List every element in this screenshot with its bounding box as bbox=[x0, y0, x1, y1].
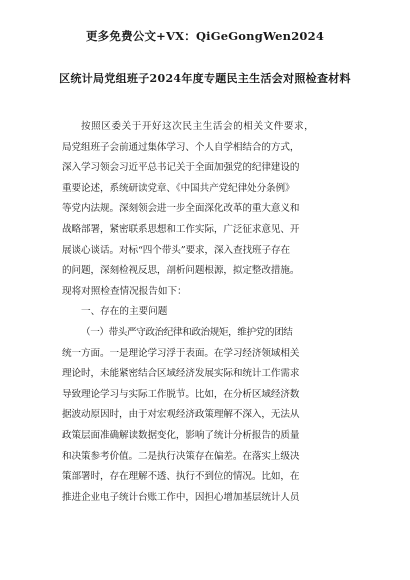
body-line: 和决策参考价值。二是执行决策存在偏差。在落实上级决 bbox=[62, 450, 300, 462]
section-heading: 一、存在的主要问题 bbox=[81, 306, 168, 318]
document-title: 区统计局党组班子2024年度专题民主生活会对照检查材料 bbox=[59, 72, 351, 85]
body-line: 等党内法规。深刻领会进一步全面深化改革的重大意义和 bbox=[62, 203, 300, 215]
body-line: 展谈心谈话。对标“四个带头”要求，深入查找班子存在 bbox=[62, 244, 290, 256]
body-line: 政策层面准确解读数据变化，影响了统计分析报告的质量 bbox=[62, 429, 300, 441]
body-line: 局党组班子会前通过集体学习、个人自学相结合的方式， bbox=[62, 141, 300, 153]
body-line: 现将对照检查情况报告如下： bbox=[62, 285, 187, 297]
body-line: （一）带头严守政治纪律和政治规矩，维护党的团结 bbox=[81, 326, 293, 338]
document-body bbox=[62, 117, 352, 508]
body-line: 按照区委关于开好这次民主生活会的相关文件要求， bbox=[81, 121, 315, 132]
body-line: 重要论述，系统研读党章、《中国共产党纪律处分条例》 bbox=[62, 182, 295, 194]
body-line: 导致理论学习与实际工作脱节。比如，在分析区域经济数 bbox=[62, 388, 300, 400]
body-line: 战略部署，紧密联系思想和工作实际，广泛征求意见、开 bbox=[62, 223, 300, 235]
body-line: 据波动原因时，由于对宏观经济政策理解不深入，无法从 bbox=[62, 409, 300, 421]
body-line: 理论时，未能紧密结合区域经济发展实际和统计工作需求 bbox=[62, 368, 300, 380]
body-line: 统一方面。一是理论学习浮于表面。在学习经济领域相关 bbox=[62, 347, 300, 359]
body-line: 深入学习领会习近平总书记关于全面加强党的纪律建设的 bbox=[62, 162, 300, 174]
promo-header: 更多免费公文+VX：QiGeGongWen2024 bbox=[85, 29, 325, 43]
body-line: 推进企业电子统计台账工作中，因担心增加基层统计人员 bbox=[62, 491, 300, 503]
body-line: 策部署时，存在理解不透、执行不到位的情况。比如，在 bbox=[62, 471, 300, 483]
body-line: 的问题，深刻检视反思，剖析问题根源，拟定整改措施。 bbox=[62, 265, 300, 277]
